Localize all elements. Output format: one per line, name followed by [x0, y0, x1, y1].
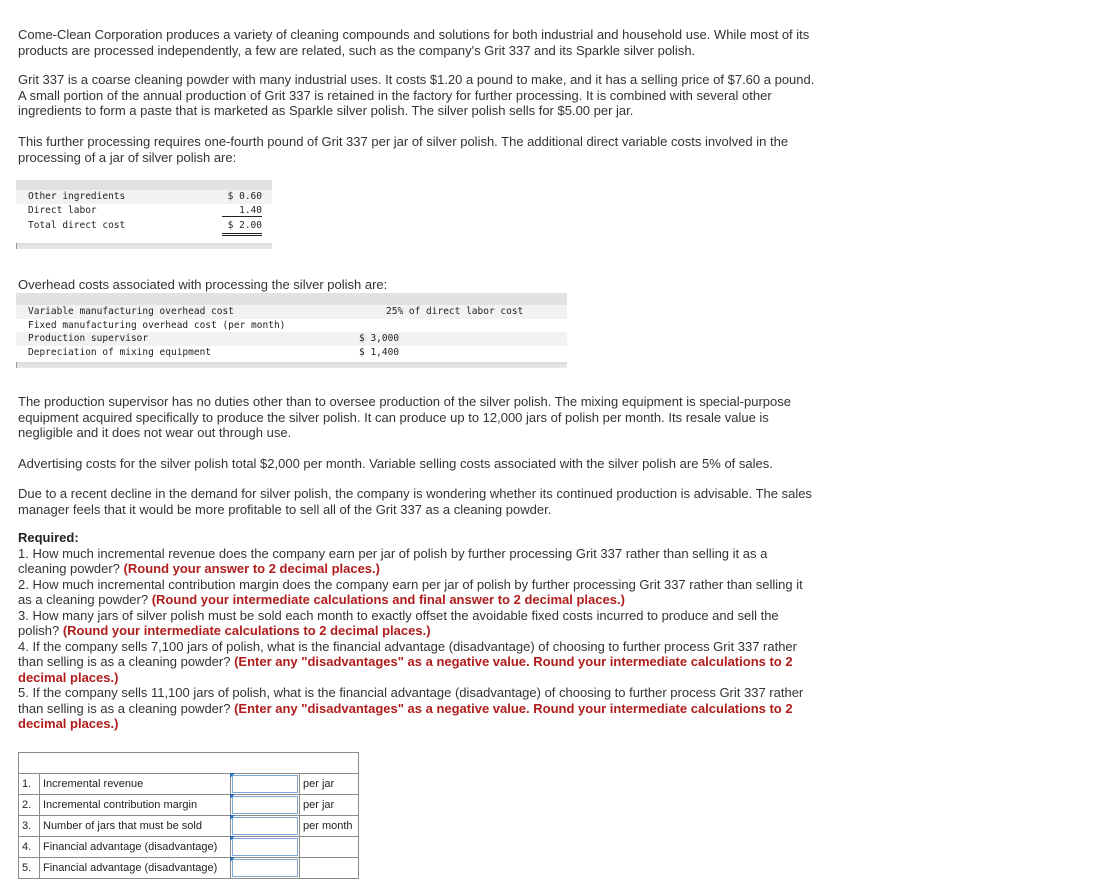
intro-paragraph-6: Advertising costs for the silver polish total $2,000 per month. Variable selling costs associated with the silver polish are 5% of sales. [18, 456, 773, 471]
required-heading: Required: [18, 530, 79, 545]
intro-paragraph-7: Due to a recent decline in the demand for silver polish, the company is wondering whether its continued production is advisable. The sales manager feels that it would be more profitable to sell all of the Grit 337 as a cleaning powder. [18, 486, 812, 517]
row-label: Financial advantage (disadvantage) [40, 858, 231, 879]
table-row [16, 204, 272, 218]
intro-paragraph-1: Come-Clean Corporation produces a variety of cleaning compounds and solutions for both industrial and household use. While most of its products are processed independently, a few are related, such as the company's Grit 337 and its Sparkle silver polish. [18, 27, 810, 58]
answer-table [18, 752, 359, 879]
depreciation-label: Depreciation of mixing equipment [28, 346, 212, 358]
input-marker-icon [230, 773, 235, 778]
answer-4-input[interactable] [232, 838, 298, 856]
row-unit [300, 858, 359, 879]
answer-3-input[interactable] [232, 817, 298, 835]
question-3-text: 3. How many jars of silver polish must be sold each month to exactly offset the avoidable fixed costs incurred to produce and sell the polish? [18, 607, 779, 638]
table-footer [16, 362, 567, 368]
question-1 [18, 546, 818, 577]
question-1-note: (Round your answer to 2 decimal places.) [123, 561, 380, 576]
row-label: Direct labor [28, 204, 97, 216]
answer-row-2 [19, 795, 359, 816]
supervisor-label: Production supervisor [28, 333, 149, 344]
answer-table-header [19, 753, 359, 774]
answer-cell [231, 795, 300, 816]
question-3-note: (Round your intermediate calculations to 2 decimal places.) [62, 623, 431, 638]
total-row [16, 217, 272, 235]
answer-header-cell [19, 753, 359, 774]
row-number: 3. [19, 816, 40, 837]
question-2-text: 2. How much incremental contribution margin does the company earn per jar of polish by further processing Grit 337 rather than selling it as a cleaning powder? [18, 576, 803, 607]
answer-cell [231, 816, 300, 837]
input-marker-icon [230, 815, 235, 820]
input-marker-icon [230, 794, 235, 799]
question-5-note: (Enter any "disadvantages" as a negative value. Round your intermediate calculations to 2 decimal places.) [18, 700, 793, 731]
required-section [18, 530, 818, 732]
answer-cell [231, 837, 300, 858]
question-3 [18, 608, 818, 639]
supervisor-value: $ 3,000 [359, 333, 400, 344]
answer-row-4 [19, 837, 359, 858]
table-row [16, 319, 567, 333]
row-value: $ 0.60 [227, 191, 262, 202]
intro-paragraph-2: Grit 337 is a coarse cleaning powder with many industrial uses. It costs $1.20 a pound to make, and it has a selling price of $7.60 a pound. A small portion of the annual production of Grit 337 is retained in the factory for further processing. It is combined with several other ingredients to form a paste that is marketed as Sparkle silver polish. The silver polish sells for $5.00 per jar. [18, 72, 815, 118]
row-label: Incremental revenue [40, 774, 231, 795]
row-number: 4. [19, 837, 40, 858]
depreciation-value: $ 1,400 [359, 346, 400, 358]
row-unit: per jar [300, 795, 359, 816]
table-header [16, 293, 567, 305]
fixed-overhead-label: Fixed manufacturing overhead cost (per month) [28, 319, 286, 331]
total-label: Total direct cost [28, 220, 126, 231]
variable-overhead-value: 25% of direct labor cost [386, 306, 524, 317]
question-2 [18, 577, 818, 608]
question-5 [18, 685, 818, 732]
table-row [16, 190, 272, 204]
question-4-text: 4. If the company sells 7,100 jars of polish, what is the financial advantage (disadvantage) of choosing to further process Grit 337 rather than selling is as a cleaning powder? [18, 638, 797, 669]
table-row [16, 332, 567, 346]
row-label: Number of jars that must be sold [40, 816, 231, 837]
table-footer [16, 243, 272, 249]
row-unit: per jar [300, 774, 359, 795]
answer-row-3 [19, 816, 359, 837]
row-value: 1.40 [222, 204, 262, 217]
question-4-note: (Enter any "disadvantages" as a negative value. Round your intermediate calculations to 2 decimal places.) [18, 654, 793, 685]
answer-row-5 [19, 858, 359, 879]
row-number: 2. [19, 795, 40, 816]
answer-2-input[interactable] [232, 796, 298, 814]
question-4 [18, 639, 818, 686]
answer-1-input[interactable] [232, 775, 298, 793]
row-label: Financial advantage (disadvantage) [40, 837, 231, 858]
answer-cell [231, 774, 300, 795]
intro-paragraph-5: The production supervisor has no duties other than to oversee production of the silver polish. The mixing equipment is special-purpose equipment acquired specifically to produce the silver polish. It can produce up to 12,000 jars of polish per month. Its resale value is negligible and it does not wear out through use. [18, 394, 791, 440]
table-row [16, 305, 567, 319]
question-5-text: 5. If the company sells 11,100 jars of polish, what is the financial advantage (disadvantage) of choosing to further process Grit 337 rather than selling is as a cleaning powder? [18, 685, 804, 716]
input-marker-icon [230, 857, 235, 862]
direct-cost-table [16, 180, 272, 249]
row-label: Incremental contribution margin [40, 795, 231, 816]
answer-row-1 [19, 774, 359, 795]
question-1-text: 1. How much incremental revenue does the company earn per jar of polish by further processing Grit 337 rather than selling it as a cleaning powder? [18, 545, 768, 576]
row-number: 5. [19, 858, 40, 879]
total-value: $ 2.00 [222, 217, 262, 236]
row-unit: per month [300, 816, 359, 837]
variable-overhead-label: Variable manufacturing overhead cost [28, 306, 234, 317]
answer-cell [231, 858, 300, 879]
overhead-cost-table [16, 293, 567, 368]
row-label: Other ingredients [28, 191, 126, 202]
row-number: 1. [19, 774, 40, 795]
question-2-note: (Round your intermediate calculations and final answer to 2 decimal places.) [151, 592, 625, 607]
input-marker-icon [230, 836, 235, 841]
table-row [16, 346, 567, 360]
answer-5-input[interactable] [232, 859, 298, 877]
table-header [16, 180, 272, 190]
intro-paragraph-3: This further processing requires one-fourth pound of Grit 337 per jar of silver polish. The additional direct variable costs involved in the processing of a jar of silver polish are: [18, 134, 789, 165]
overhead-intro: Overhead costs associated with processing the silver polish are: [18, 277, 388, 292]
row-unit [300, 837, 359, 858]
